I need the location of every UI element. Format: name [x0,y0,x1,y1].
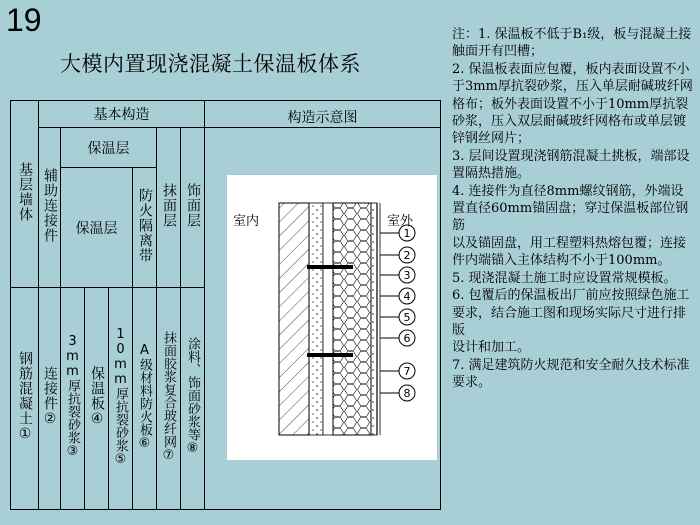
wall-section-diagram [227,175,437,460]
header-finish: 饰面层 [181,128,205,288]
value-plaster: 抹面胶浆复合玻纤网⑦ [157,288,181,510]
note-1: 注：1. 保温板不低于B₁级，板与混凝土接触面开有凹槽； [452,27,692,60]
callout-3: 3 [403,269,411,282]
callout-1: 1 [403,227,411,240]
value-base-wall: 钢筋混凝土① [11,288,39,510]
note-6: 6. 包覆后的保温板出厂前应按照绿色施工要求，结合施工图和现场实际尺寸进行排版 [452,288,690,338]
note-6-cont: 设计和加工。 [452,340,531,356]
construction-table [10,100,441,510]
note-4-cont: 以及锚固盘，用工程塑料热熔包覆；连接件内端锚入主体结构不小于100mm。 [452,235,687,269]
page-number: 19 [6,2,42,38]
label-outdoor: 室外 [387,214,414,229]
header-insulation: 保温层 [61,168,133,288]
diagram-cell [205,101,441,510]
callout-7: 7 [403,365,411,378]
callout-2: 2 [403,249,411,262]
callout-4: 4 [403,290,411,303]
header-insulation-group: 保温层 [61,128,157,168]
header-aux-connector: 辅助连接件 [39,128,61,288]
header-fire-barrier: 防火隔离带 [133,168,157,288]
callout-8: 8 [403,387,411,400]
note-5: 5. 现浇混凝土施工时应设置常规模板。 [452,270,677,286]
callout-5: 5 [403,311,411,324]
page-title: 大模内置现浇混凝土保温板体系 [60,52,361,76]
callout-6: 6 [403,332,411,345]
note-2-cont: 格布；板外表面设置不小于10mm厚抗裂砂浆，压入双层耐碱玻纤网格布或单层镀锌钢丝网片； [452,96,689,147]
notes-block [452,26,696,392]
note-4: 4. 连接件为直径8mm螺纹钢筋，外端设置直径60mm锚固盘；穿过保温板部位钢筋 [452,183,689,234]
value-insulation-board: 保温板④ [85,288,109,510]
value-finish: 涂料、饰面砂浆等⑧ [181,288,205,510]
value-fire-board: A级材料防火板⑥ [133,288,157,510]
value-connector: 连接件② [39,288,61,510]
note-7: 7. 满足建筑防火规范和安全耐久技术标准要求。 [452,357,690,391]
header-basic-structure: 基本构造 [39,101,205,128]
note-2: 2. 保温板表面应包覆，板内表面设置不小于3mm厚抗裂砂浆，压入单层耐碱玻纤网 [452,61,693,95]
value-3mm-mortar: 3mm厚抗裂砂浆③ [61,288,85,510]
header-diagram: 构造示意图 [287,110,358,126]
note-3: 3. 层间设置现浇钢筋混凝土挑板，端部设置隔热措施。 [452,148,690,182]
label-indoor: 室内 [233,214,260,229]
value-10mm-mortar: 10mm厚抗裂砂浆⑤ [109,288,133,510]
header-base-wall: 基层墙体 [11,101,39,288]
header-plaster: 抹面层 [157,128,181,288]
